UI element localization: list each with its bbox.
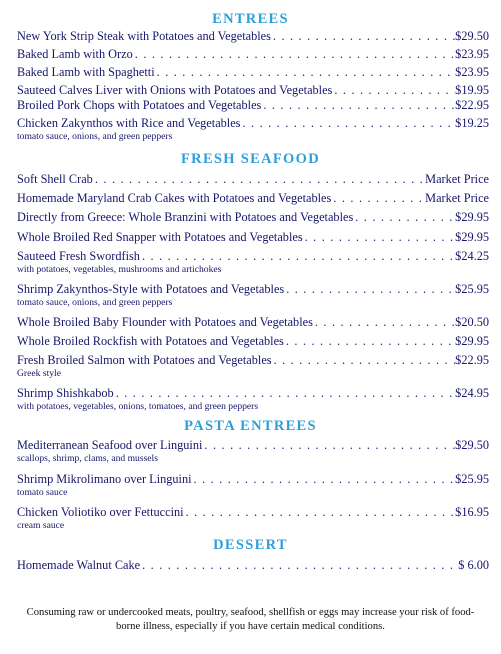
item-price: $23.95 — [455, 65, 489, 79]
item-price: $29.95 — [455, 230, 489, 244]
section-title-pasta-entrees: PASTA ENTREES — [184, 418, 317, 434]
dot-leader — [192, 472, 456, 487]
menu-item — [17, 282, 489, 308]
dot-leader — [284, 282, 455, 297]
item-price: $29.50 — [455, 29, 489, 43]
item-price: $29.95 — [455, 210, 489, 224]
item-name: Shrimp Mikrolimano over Linguini — [17, 472, 192, 486]
dot-leader — [140, 558, 458, 573]
item-name: Whole Broiled Baby Flounder with Potatoes and Vegetables — [17, 315, 313, 329]
menu-item — [17, 98, 489, 113]
dot-leader — [140, 249, 455, 264]
item-name: Directly from Greece: Whole Branzini with Potatoes and Vegetables — [17, 210, 354, 224]
dot-leader — [284, 334, 455, 349]
dot-leader — [271, 29, 455, 44]
item-description: Greek style — [17, 368, 61, 379]
dot-leader — [93, 172, 425, 187]
item-price: $23.95 — [455, 47, 489, 61]
item-description: with potatoes, vegetables, onions, tomatoes, and green peppers — [17, 401, 259, 412]
item-price: $16.95 — [455, 505, 489, 519]
item-name: Mediterranean Seafood over Linguini — [17, 438, 203, 452]
item-name: Chicken Voliotiko over Fettuccini — [17, 505, 184, 519]
dot-leader — [202, 438, 455, 453]
dot-leader — [240, 116, 455, 131]
item-name: Fresh Broiled Salmon with Potatoes and Vegetables — [17, 353, 272, 367]
item-description: tomato sauce, onions, and green peppers — [17, 131, 173, 142]
item-name: Broiled Pork Chops with Potatoes and Vegetables — [17, 98, 262, 112]
item-price: $25.95 — [455, 472, 489, 486]
item-price: $29.95 — [455, 334, 489, 348]
dot-leader — [353, 210, 455, 225]
item-name: Whole Broiled Rockfish with Potatoes and Vegetables — [17, 334, 284, 348]
item-price: $24.25 — [455, 249, 489, 263]
section-title-entrees: ENTREES — [212, 11, 289, 27]
menu-item — [17, 29, 489, 44]
item-price: $19.25 — [455, 116, 489, 130]
item-price: $22.95 — [455, 98, 489, 112]
item-description: cream sauce — [17, 520, 65, 531]
item-name: Soft Shell Crab — [17, 172, 93, 186]
item-name: Homemade Walnut Cake — [17, 558, 141, 572]
menu-item — [17, 353, 489, 379]
item-name: Chicken Zakynthos with Rice and Vegetables — [17, 116, 241, 130]
menu-item — [17, 386, 489, 412]
menu-item — [17, 230, 489, 245]
dot-leader — [155, 65, 456, 80]
item-name: Sauteed Calves Liver with Onions with Potatoes and Vegetables — [17, 83, 333, 97]
section-title-dessert: DESSERT — [213, 537, 288, 553]
item-name: Shrimp Shishkabob — [17, 386, 114, 400]
item-name: Homemade Maryland Crab Cakes with Potatoes and Vegetables — [17, 191, 332, 205]
menu-item — [17, 334, 489, 349]
section-title-fresh-seafood: FRESH SEAFOOD — [181, 151, 320, 167]
dot-leader — [261, 98, 455, 113]
dot-leader — [184, 505, 456, 520]
item-price: $25.95 — [455, 282, 489, 296]
dot-leader — [114, 386, 455, 401]
menu-item — [17, 210, 489, 225]
item-price: $22.95 — [455, 353, 489, 367]
item-price: $ 6.00 — [458, 558, 489, 572]
item-price: $20.50 — [455, 315, 489, 329]
item-name: Sauteed Fresh Swordfish — [17, 249, 140, 263]
item-description: with potatoes, vegetables, mushrooms and artichokes — [17, 264, 222, 275]
menu-item — [17, 83, 489, 98]
item-price: $29.50 — [455, 438, 489, 452]
menu-item — [17, 116, 489, 142]
dot-leader — [313, 315, 455, 330]
dot-leader — [331, 191, 425, 206]
menu-item — [17, 65, 489, 80]
item-price: Market Price — [425, 172, 489, 186]
dot-leader — [332, 83, 455, 98]
item-name: New York Strip Steak with Potatoes and Vegetables — [17, 29, 271, 43]
food-safety-disclaimer: Consuming raw or undercooked meats, poultry, seafood, shellfish or eggs may increase your risk of food-borne illness, especially if you have certain medical conditions. — [26, 607, 475, 632]
menu-item — [17, 438, 489, 464]
menu-item — [17, 505, 489, 531]
menu-item — [17, 191, 489, 206]
item-name: Baked Lamb with Spaghetti — [17, 65, 155, 79]
menu-item — [17, 47, 489, 62]
item-price: Market Price — [425, 191, 489, 205]
item-price: $19.95 — [455, 83, 489, 97]
menu-item — [17, 249, 489, 275]
item-description: tomato sauce, onions, and green peppers — [17, 297, 173, 308]
item-description: tomato sauce — [17, 487, 68, 498]
menu-item — [17, 315, 489, 330]
dot-leader — [303, 230, 456, 245]
menu-item — [17, 472, 489, 498]
item-price: $24.95 — [455, 386, 489, 400]
menu-item — [17, 558, 489, 573]
item-name: Shrimp Zakynthos-Style with Potatoes and Vegetables — [17, 282, 285, 296]
dot-leader — [272, 353, 456, 368]
item-name: Whole Broiled Red Snapper with Potatoes and Vegetables — [17, 230, 303, 244]
menu-item — [17, 172, 489, 187]
item-description: scallops, shrimp, clams, and mussels — [17, 453, 158, 464]
dot-leader — [133, 47, 455, 62]
item-name: Baked Lamb with Orzo — [17, 47, 133, 61]
